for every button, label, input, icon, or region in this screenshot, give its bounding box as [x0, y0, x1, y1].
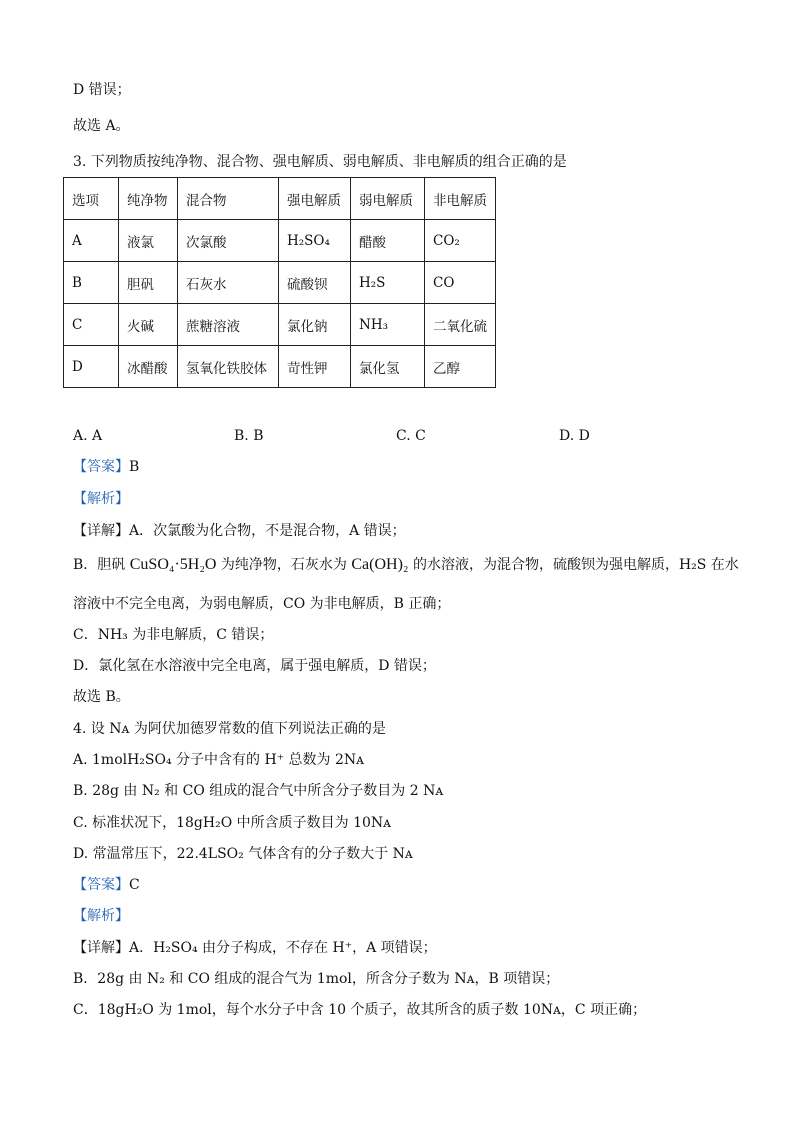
q3-explain-b-mid: 为纯净物，石灰水为: [216, 557, 352, 573]
table-row: [64, 262, 496, 304]
table-row: [64, 346, 496, 388]
prev-choose-line: 故选 A。: [73, 118, 130, 134]
header-non: 非电解质: [425, 178, 496, 220]
row-pure: 胆矾: [119, 262, 178, 304]
detail-tag: 【详解】: [73, 523, 129, 539]
row-option: C: [64, 304, 119, 346]
q4-answer: C: [129, 877, 140, 893]
row-mixture: 氢氧化铁胶体: [178, 346, 279, 388]
q3-table-header: [64, 178, 496, 220]
row-pure: 液氯: [119, 220, 178, 262]
q3-explain-b-post: 的水溶液，为混合物，硫酸钡为强电解质，H₂S 在水: [408, 557, 739, 573]
q3-explain-b-line1: [73, 555, 739, 575]
q4-analysis-line: [73, 906, 129, 926]
prev-d-wrong: D 错误；: [73, 82, 131, 98]
row-weak: 醋酸: [351, 220, 425, 262]
q3-explain-b-pre: B．胆矾: [73, 557, 130, 573]
q3-choice-d: D. D: [559, 428, 590, 444]
row-mixture: 次氯酸: [178, 220, 279, 262]
row-non: CO: [425, 262, 496, 304]
analysis-tag: 【解析】: [73, 491, 129, 507]
answer-tag: 【答案】: [73, 459, 129, 475]
q3-choice-b: B. B: [234, 428, 264, 444]
analysis-tag: 【解析】: [73, 908, 129, 924]
q3-explain-a-text: A．次氯酸为化合物，不是混合物，A 错误；: [129, 523, 406, 539]
row-pure: 火碱: [119, 304, 178, 346]
q4-answer-line: [73, 875, 140, 895]
row-weak: 氯化氢: [351, 346, 425, 388]
q3-choice-a: A. A: [73, 428, 103, 444]
header-pure: 纯净物: [119, 178, 178, 220]
row-mixture: 石灰水: [178, 262, 279, 304]
row-mixture: 蔗糖溶液: [178, 304, 279, 346]
row-option: B: [64, 262, 119, 304]
answer-tag: 【答案】: [73, 877, 129, 893]
row-pure: 冰醋酸: [119, 346, 178, 388]
q4-option-d: D. 常温常压下，22.4LSO₂ 气体含有的分子数大于 Nᴀ: [73, 846, 413, 862]
header-option: 选项: [64, 178, 119, 220]
q3-explain-c: C．NH₃ 为非电解质，C 错误；: [73, 627, 274, 643]
q3-choose-line: 故选 B。: [73, 689, 130, 705]
q3-explain-d: D．氯化氢在水溶液中完全电离，属于强电解质，D 错误；: [73, 658, 436, 674]
row-option: A: [64, 220, 119, 262]
row-weak: NH₃: [351, 304, 425, 346]
q4-explain-c: C．18gH₂O 为 1mol，每个水分子中含 10 个质子，故其所含的质子数 10Nᴀ，C 项正确；: [73, 1002, 647, 1018]
q3-choice-c: C. C: [396, 428, 426, 444]
row-strong: 硫酸钡: [279, 262, 351, 304]
q4-option-b: B. 28g 由 N₂ 和 CO 组成的混合气中所含分子数目为 2 Nᴀ: [73, 783, 444, 799]
header-strong: 强电解质: [279, 178, 351, 220]
formula-cuso4: CuSO₄·5H₂O: [129, 556, 217, 573]
q3-analysis-line: [73, 489, 129, 509]
row-strong: 氯化钠: [279, 304, 351, 346]
q3-explain-a: [73, 521, 406, 541]
q3-table: [63, 177, 496, 388]
formula-caoh2: Ca(OH)₂: [351, 556, 409, 573]
table-row: [64, 304, 496, 346]
header-mixture: 混合物: [178, 178, 279, 220]
header-weak: 弱电解质: [351, 178, 425, 220]
q4-option-c: C. 标准状况下，18gH₂O 中所含质子数目为 10Nᴀ: [73, 815, 392, 831]
q4-stem: 4. 设 Nᴀ 为阿伏加德罗常数的值下列说法正确的是: [73, 721, 386, 737]
q4-explain-a: [73, 938, 437, 958]
q4-option-a: A. 1molH₂SO₄ 分子中含有的 H⁺ 总数为 2Nᴀ: [73, 752, 365, 768]
row-non: CO₂: [425, 220, 496, 262]
row-strong: 苛性钾: [279, 346, 351, 388]
q4-explain-b: B．28g 由 N₂ 和 CO 组成的混合气为 1mol，所含分子数为 Nᴀ，B 项错误；: [73, 971, 560, 987]
row-option: D: [64, 346, 119, 388]
q3-answer-line: [73, 457, 139, 477]
table-row: [64, 220, 496, 262]
detail-tag: 【详解】: [73, 940, 129, 956]
row-non: 二氧化硫: [425, 304, 496, 346]
q3-stem: 3. 下列物质按纯净物、混合物、强电解质、弱电解质、非电解质的组合正确的是: [73, 154, 567, 170]
q3-answer: B: [129, 459, 140, 475]
row-weak: H₂S: [351, 262, 425, 304]
q3-explain-b-line2: 溶液中不完全电离，为弱电解质，CO 为非电解质，B 正确；: [73, 596, 451, 612]
row-non: 乙醇: [425, 346, 496, 388]
q4-explain-a-text: A．H₂SO₄ 由分子构成，不存在 H⁺，A 项错误；: [129, 940, 437, 956]
row-strong: H₂SO₄: [279, 220, 351, 262]
